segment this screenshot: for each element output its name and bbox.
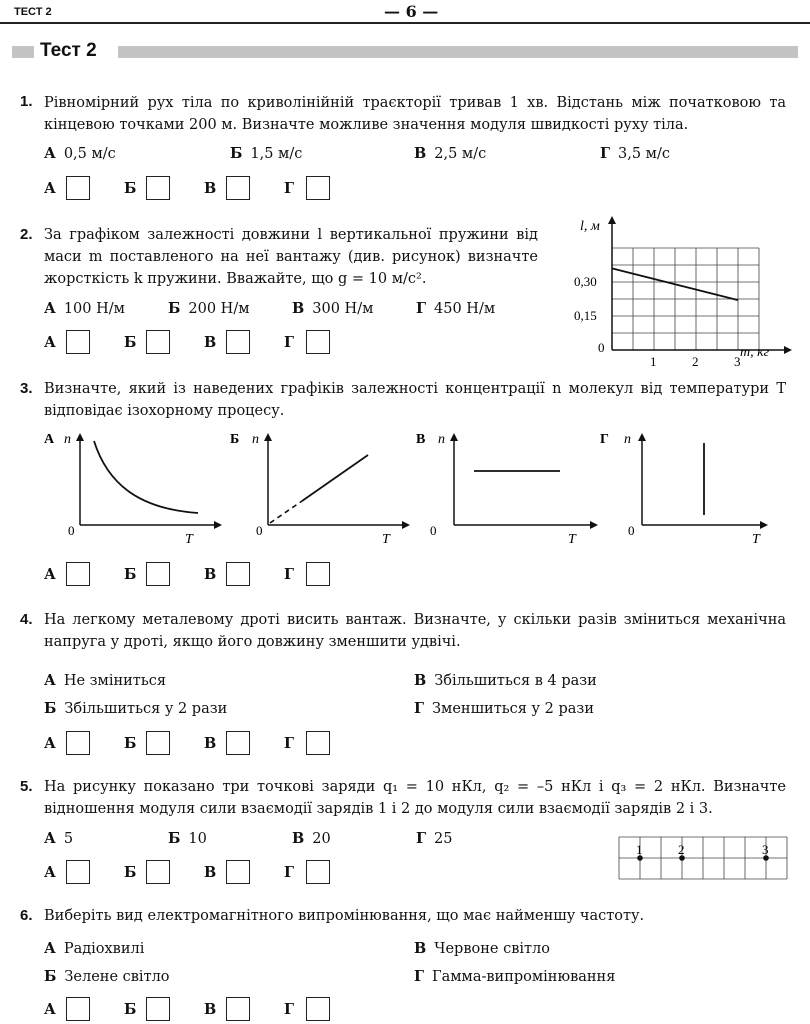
q4-option-b: Б Збільшиться у 2 рази — [44, 700, 228, 717]
svg-text:n: n — [438, 432, 445, 447]
q3-graph-d-letter: Г — [600, 432, 609, 447]
q1-option-a: А 0,5 м/с — [44, 145, 116, 162]
question-4-text: На легкому металевому дроті висить вантаж. Визначте, у скільки разів зміниться механічна напруга у дроті, якщо його довжину зменшити удвічі. — [44, 612, 786, 650]
question-3-number: 3. — [20, 380, 33, 397]
svg-text:0: 0 — [430, 523, 437, 538]
q4-answer-box-c[interactable] — [226, 731, 250, 755]
svg-text:T: T — [568, 532, 576, 547]
q4-option-c: В Збільшиться в 4 рази — [414, 672, 597, 689]
q3-answer-box-d[interactable] — [306, 562, 330, 586]
q1-answer-box-a[interactable] — [66, 176, 90, 200]
q2-xlabel: m, кг — [740, 345, 770, 360]
q6-answer-boxes: А Б В Г — [44, 997, 364, 1021]
svg-text:0: 0 — [256, 523, 263, 538]
header-rule — [0, 22, 810, 24]
q4-answer-box-d[interactable] — [306, 731, 330, 755]
q3-graph-b-line — [302, 455, 368, 501]
q2-option-a: А 100 Н/м — [44, 300, 125, 317]
question-2-text: За графіком залежності довжини l вертикальної пружини від маси m поставленого на неї вантажу (див. рисунок) визначте жорсткість k пружини. Вважайте, що g = 10 м/с². — [44, 227, 538, 287]
svg-text:T: T — [185, 532, 193, 547]
title-band-left — [12, 46, 34, 58]
q3-graph-d — [600, 432, 768, 547]
q3-graph-b-dashed — [270, 501, 302, 523]
q1-answer-box-c[interactable] — [226, 176, 250, 200]
q3-graph-b — [230, 432, 410, 547]
question-3-text: Визначте, який із наведених графіків залежності концентрації n молекул від температури T відповідає ізохорному процесу. — [44, 381, 786, 419]
q5-answer-box-c[interactable] — [226, 860, 250, 884]
q3-graph-c-letter: В — [416, 432, 426, 447]
q5-answer-box-d[interactable] — [306, 860, 330, 884]
svg-text:n: n — [252, 432, 259, 447]
q2-x-tick-label: 1 — [650, 354, 657, 369]
q2-ylabel: l, м — [580, 219, 600, 234]
svg-text:0: 0 — [68, 523, 75, 538]
q5-option-c: В 20 — [292, 830, 331, 847]
q1-answer-box-b[interactable] — [146, 176, 170, 200]
q3-answer-box-b[interactable] — [146, 562, 170, 586]
q4-option-a: А Не зміниться — [44, 672, 166, 689]
q2-spring-chart — [560, 210, 800, 370]
q4-answer-boxes: А Б В Г — [44, 731, 364, 755]
q5-answer-box-a[interactable] — [66, 860, 90, 884]
q2-answer-box-d[interactable] — [306, 330, 330, 354]
question-1-number: 1. — [20, 93, 33, 110]
q1-option-b: Б 1,5 м/с — [230, 145, 303, 162]
q1-option-c: В 2,5 м/с — [414, 145, 487, 162]
q6-option-c: В Червоне світло — [414, 940, 550, 957]
q1-option-d: Г 3,5 м/с — [600, 145, 670, 162]
q3-graph-a — [44, 432, 222, 547]
q2-y-arrow — [608, 216, 616, 224]
question-6-text: Виберіть вид електромагнітного випромінювання, що має найменшу частоту. — [44, 908, 645, 924]
q2-y-tick-label: 0,15 — [574, 308, 597, 323]
question-5-number: 5. — [20, 778, 33, 795]
q6-answer-box-a[interactable] — [66, 997, 90, 1021]
q2-x-tick-label: 3 — [734, 354, 741, 369]
q6-answer-box-b[interactable] — [146, 997, 170, 1021]
q3-graph-a-letter: А — [44, 432, 55, 447]
charge-3-label: 3 — [762, 842, 769, 857]
q2-option-d: Г 450 Н/м — [416, 300, 496, 317]
q3-answer-boxes: А Б В Г — [44, 562, 364, 586]
test-title: Тест 2 — [40, 40, 97, 61]
q3-graph-c — [416, 432, 598, 547]
q5-option-a: А 5 — [44, 830, 74, 847]
q6-answer-box-d[interactable] — [306, 997, 330, 1021]
q5-option-d: Г 25 — [416, 830, 453, 847]
q2-x-tick-label: 2 — [692, 354, 699, 369]
q3-answer-box-a[interactable] — [66, 562, 90, 586]
q5-answer-box-b[interactable] — [146, 860, 170, 884]
question-4-number: 4. — [20, 611, 33, 628]
charge-1-label: 1 — [636, 842, 643, 857]
question-2-number: 2. — [20, 226, 33, 243]
title-band-right — [118, 46, 798, 58]
q6-option-a: А Радіохвилі — [44, 940, 145, 957]
q4-answer-box-a[interactable] — [66, 731, 90, 755]
page-number: — 6 — — [384, 2, 439, 21]
q2-origin-label: 0 — [598, 340, 605, 355]
q2-answer-box-b[interactable] — [146, 330, 170, 354]
q5-option-b: Б 10 — [168, 830, 207, 847]
q3-graphs — [40, 425, 800, 555]
q4-answer-box-b[interactable] — [146, 731, 170, 755]
q3-answer-box-c[interactable] — [226, 562, 250, 586]
q2-y-tick-label: 0,30 — [574, 274, 597, 289]
svg-text:n: n — [624, 432, 631, 447]
q6-answer-box-c[interactable] — [226, 997, 250, 1021]
svg-text:T: T — [752, 532, 760, 547]
q6-option-b: Б Зелене світло — [44, 968, 170, 985]
svg-text:0: 0 — [628, 523, 635, 538]
svg-text:T: T — [382, 532, 390, 547]
q4-option-d: Г Зменшиться у 2 рази — [414, 700, 594, 717]
question-1-text: Рівномірний рух тіла по криволінійній траєкторії тривав 1 хв. Відстань між початковою та кінцевою точками 200 м. Визначте можливе значення модуля швидкості руху тіла. — [44, 95, 786, 133]
question-6-number: 6. — [20, 907, 33, 924]
q2-answer-box-a[interactable] — [66, 330, 90, 354]
q2-x-arrow — [784, 346, 792, 354]
q5-charges-grid — [616, 834, 792, 882]
q3-graph-a-ylabel: n — [64, 432, 71, 447]
q1-answer-boxes: А Б В Г — [44, 176, 364, 200]
running-header: ТЕСТ 2 — [14, 6, 52, 18]
question-5-text: На рисунку показано три точкові заряди q₁ = 10 нКл, q₂ = –5 нКл і q₃ = 2 нКл. Визначте відношення модуля сили взаємодії зарядів 1 і 2 до модуля сили взаємодії зарядів 2 і 3. — [44, 779, 786, 817]
q5-answer-boxes: А Б В Г — [44, 860, 364, 884]
q2-answer-box-c[interactable] — [226, 330, 250, 354]
q3-graph-b-letter: Б — [230, 432, 240, 447]
charge-2-label: 2 — [678, 842, 685, 857]
q2-answer-boxes: А Б В Г — [44, 330, 364, 354]
q1-answer-box-d[interactable] — [306, 176, 330, 200]
q3-graph-a-curve — [94, 441, 198, 513]
q2-option-c: В 300 Н/м — [292, 300, 374, 317]
q2-option-b: Б 200 Н/м — [168, 300, 250, 317]
q6-option-d: Г Гамма-випромінювання — [414, 968, 616, 985]
